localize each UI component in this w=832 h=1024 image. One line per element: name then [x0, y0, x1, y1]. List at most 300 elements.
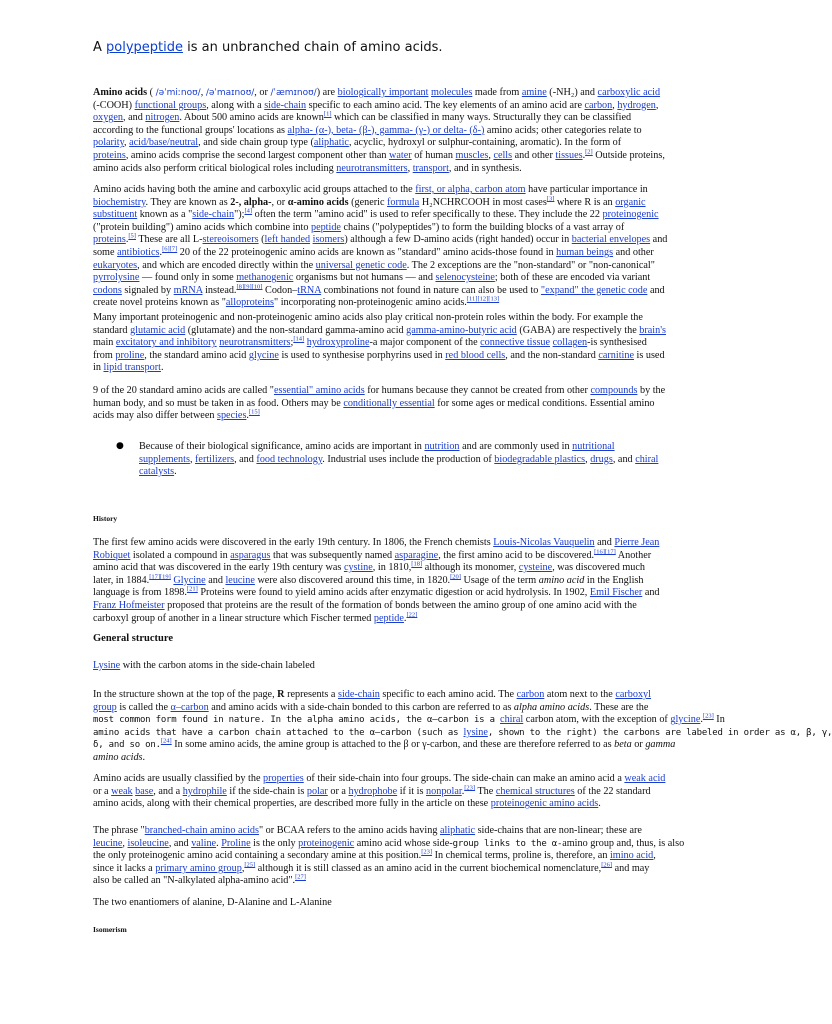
text-run: In some amino acids, the amine group is attached to the β or γ-carbon, and these are therefore referred to as	[171, 739, 615, 751]
title-suffix: is an unbranched chain of amino acids.	[183, 40, 443, 55]
text-run: organisms but not humans — and	[293, 272, 436, 284]
paragraph-uses	[139, 441, 675, 479]
citation-link[interactable]: [24]	[160, 737, 172, 745]
citation-link[interactable]: [3]	[546, 195, 555, 203]
text-run: since it lacks a	[93, 862, 156, 874]
alt-font-run: group links to the α-	[452, 838, 563, 849]
paragraph-history	[93, 537, 675, 625]
article-link[interactable]: Emil Fischer	[589, 587, 643, 599]
text-line	[93, 837, 685, 851]
article-link[interactable]: brain's	[639, 324, 666, 336]
text-run: Many important proteinogenic and non-proteinogenic amino acids also play critical non-protein roles within the body. For example the	[93, 312, 643, 323]
article-link[interactable]: lysine	[463, 726, 488, 738]
text-run: of their side-chain into four groups. The side-chain can make an amino acid a	[303, 773, 625, 784]
text-run: , and side chain group type (	[198, 137, 314, 149]
article-link[interactable]: muscles	[455, 149, 489, 161]
text-run: from	[93, 349, 116, 361]
citation-link[interactable]: [23]	[421, 848, 433, 856]
article-link[interactable]: hydroxyproline	[306, 337, 370, 349]
article-link[interactable]: proteins	[93, 234, 126, 246]
text-run: although its monomer,	[422, 562, 519, 574]
text-run: often the term "amino acid" is used to refer specifically to these. They include the 22	[252, 209, 603, 221]
article-link[interactable]: branched-chain amino acids	[144, 825, 259, 836]
text-run: and other	[512, 149, 556, 161]
article-link[interactable]: Pierre Jean	[614, 537, 660, 548]
text-run: ;	[290, 337, 294, 349]
text-run: of the 22 standard	[574, 785, 651, 797]
text-run: for some ages or medical conditions. Essential amino	[434, 397, 655, 409]
text-run: ,	[407, 162, 413, 174]
polypeptide-link[interactable]: polypeptide	[106, 40, 184, 55]
text-run: that was subsequently named	[270, 549, 395, 561]
article-link[interactable]: bacterial envelopes	[571, 234, 651, 246]
history-heading: History	[93, 514, 118, 523]
article-link[interactable]: proteinogenic	[602, 209, 659, 221]
article-link[interactable]: tissues	[555, 149, 583, 161]
article-link[interactable]: drugs	[590, 453, 613, 465]
article-link[interactable]: lipid transport	[103, 362, 161, 374]
article-link[interactable]: oxygen	[93, 112, 123, 124]
text-line	[93, 712, 725, 727]
text-line	[93, 385, 675, 398]
text-run: and other	[613, 246, 654, 258]
article-link[interactable]: primary amino group	[155, 862, 242, 874]
bold-term: Amino acids	[93, 87, 148, 98]
article-link[interactable]: hydrogen	[617, 99, 656, 111]
citation-link[interactable]: [1]	[323, 110, 332, 118]
article-link[interactable]: carboxylic acid	[597, 87, 661, 98]
text-run: ,	[122, 837, 128, 849]
text-run: which can be classified in many ways. Structurally they can be classified	[331, 112, 632, 124]
article-link[interactable]: mRNA	[173, 284, 203, 296]
text-line	[93, 285, 675, 298]
article-link[interactable]: peptide	[373, 612, 404, 624]
article-link[interactable]: glutamic acid	[130, 324, 186, 336]
text-run: , the standard amino acid	[144, 349, 249, 361]
citation-link[interactable]: [6][7]	[162, 245, 178, 253]
text-run: carbon atom, with the exception of	[523, 714, 671, 726]
article-link[interactable]: substituent	[93, 209, 138, 221]
text-run: " or BCAA refers to the amino acids having	[258, 825, 440, 836]
article-link[interactable]: supplements	[139, 453, 190, 465]
text-run: The first few amino acids were discovered in the early 19th century. In 1806, the French chemists	[93, 537, 494, 548]
title-prefix: A	[93, 40, 107, 55]
text-line	[93, 550, 675, 563]
article-link[interactable]: glycine	[670, 714, 701, 726]
text-run: -a major component of the	[369, 337, 481, 349]
text-run: , was discovered much	[552, 562, 645, 574]
citation-link[interactable]: [2]	[585, 148, 593, 156]
text-run: .	[582, 149, 586, 161]
text-run: main	[93, 337, 116, 349]
article-link[interactable]: human beings	[556, 246, 614, 258]
article-link[interactable]: eukaryotes	[93, 259, 138, 271]
text-run: and are commonly used in	[459, 441, 573, 452]
text-run: Usage of the term	[460, 574, 539, 586]
article-link[interactable]: Glycine	[173, 574, 206, 586]
text-run: carboxyl group of another in a linear structure which Fischer termed	[93, 612, 374, 624]
article-link[interactable]: excitatory and inhibitory	[115, 337, 217, 349]
text-line	[93, 875, 675, 888]
text-run: specific to each amino acid. The	[379, 689, 517, 700]
article-link[interactable]: carnitine	[598, 349, 634, 361]
text-run: chains ("polypeptides") to form the building blocks of a vast array of	[340, 221, 625, 233]
text-run: ) are	[316, 87, 338, 98]
text-line	[93, 410, 675, 423]
text-run: side-chains that are non-linear; these are	[475, 825, 642, 836]
text-run: ,	[612, 99, 618, 111]
alt-font-run: most common form found in nature. In the alpha amino acids, the α–carbon is a	[93, 715, 501, 726]
text-run: (GABA) are respectively the	[516, 324, 640, 336]
article-link[interactable]: molecules	[431, 87, 473, 98]
text-run: proposed that proteins are the result of the formation of bonds between the amino group of one amino acid with the	[164, 599, 637, 611]
text-run: amino acid that was discovered in the early 19th century was	[93, 562, 344, 574]
article-link[interactable]: red blood cells	[445, 349, 506, 361]
text-run: amino acids, along with their chemical properties, are described more fully in the article on these	[93, 798, 491, 810]
paragraph-structure	[93, 689, 832, 765]
article-link[interactable]: selenocysteine	[435, 272, 495, 284]
text-line	[93, 600, 675, 613]
article-link[interactable]: hydrophobe	[348, 785, 398, 797]
text-run: , and	[234, 453, 257, 465]
article-link[interactable]: food technology	[256, 453, 323, 465]
alt-font-run: amino acids that have a carbon chain attached to the α–carbon (such as	[93, 727, 464, 738]
article-link[interactable]: leucine	[225, 574, 255, 586]
text-line	[93, 850, 675, 863]
pronunciation-link[interactable]: /əˈmaɪnoʊ/	[205, 88, 255, 98]
citation-link[interactable]: [25]	[244, 861, 256, 869]
article-link[interactable]: alpha- (α-), beta- (β-), gamma- (γ-) or delta- (δ-)	[287, 124, 485, 136]
article-link[interactable]: formula	[387, 196, 420, 208]
text-run: ,	[655, 99, 659, 111]
text-run: or a	[93, 785, 112, 797]
text-run: , and which are encoded directly within the	[137, 259, 316, 271]
article-link[interactable]: base	[135, 785, 154, 797]
citation-link[interactable]: [14]	[293, 335, 305, 343]
text-run: . They are known as	[145, 196, 231, 208]
article-link[interactable]: α–carbon	[170, 701, 209, 713]
article-link[interactable]: proline	[115, 349, 145, 361]
article-link[interactable]: Proline	[221, 837, 251, 849]
general-structure-heading: General structure	[93, 633, 173, 644]
alt-font-run: δ, and so on.	[93, 740, 161, 751]
article-link[interactable]: catalysts	[139, 466, 175, 478]
text-run: and	[647, 284, 665, 296]
text-run: , and in synthesis.	[448, 162, 522, 174]
pronunciation-link[interactable]: /ˈæmɪnoʊ/	[270, 88, 317, 98]
article-link[interactable]: nonpolar	[426, 785, 462, 797]
article-link[interactable]: methanogenic	[236, 272, 294, 284]
text-run: in	[93, 362, 104, 374]
article-link[interactable]: proteins	[93, 149, 126, 161]
article-link[interactable]: nutritional	[572, 441, 615, 452]
italic-term: amino acid	[538, 574, 585, 586]
alt-font-run: , shown to the right) the carbons are labeled in order as α, β, γ,	[487, 727, 832, 738]
text-run: were also discovered around this time, in 1820.	[254, 574, 451, 586]
article-link[interactable]: Louis-Nicolas Vauquelin	[493, 537, 595, 548]
text-run: , and	[123, 112, 146, 124]
text-run: signaled by	[121, 284, 174, 296]
article-link[interactable]: codons	[93, 284, 122, 296]
article-link[interactable]: isoleucine	[127, 837, 169, 849]
article-link[interactable]: leucine	[93, 837, 123, 849]
article-link[interactable]: left handed	[264, 234, 311, 246]
text-run: " incorporating non-proteinogenic amino acids.	[274, 297, 467, 309]
text-run: Another	[615, 549, 652, 561]
text-run: combinations not found in nature can also be used to	[321, 284, 541, 296]
text-run: is called the	[116, 701, 171, 713]
text-line	[93, 739, 675, 752]
article-link[interactable]: tRNA	[297, 284, 322, 296]
article-link[interactable]: hydrophile	[182, 785, 227, 797]
article-link[interactable]: imino acid	[609, 850, 654, 862]
citation-link[interactable]: [23]	[464, 784, 476, 792]
citation-link[interactable]: [22]	[406, 611, 418, 619]
text-run: create novel proteins known as "	[93, 297, 226, 309]
article-link[interactable]: group	[93, 701, 117, 713]
text-run: made from	[472, 87, 522, 98]
text-run: represents a	[284, 689, 338, 700]
article-link[interactable]: chiral	[635, 453, 659, 465]
text-run: amino acids; other categories relate to	[484, 124, 642, 136]
text-run: , and	[612, 453, 636, 465]
article-link[interactable]: fertilizers	[195, 453, 235, 465]
text-run: if the side-chain is	[226, 785, 307, 797]
text-run: , or	[254, 87, 271, 98]
text-run: standard	[93, 324, 131, 336]
article-link[interactable]: essential" amino acids	[273, 385, 365, 396]
text-run: with the carbon atoms in the side-chain labeled	[120, 660, 315, 671]
text-run: isolated a compound in	[130, 549, 231, 561]
italic-term: gamma	[645, 739, 676, 751]
article-link[interactable]: alloproteins	[225, 297, 274, 309]
text-run: ,	[200, 87, 206, 98]
article-link[interactable]: cysteine	[518, 562, 553, 574]
article-link[interactable]: isomers	[312, 234, 345, 246]
citation-link[interactable]: [8][9][10]	[236, 283, 263, 291]
text-run: ,	[124, 137, 130, 149]
citation-link[interactable]: [15]	[248, 408, 260, 416]
text-run: .	[461, 785, 465, 797]
text-line	[93, 752, 675, 765]
text-line	[139, 454, 675, 467]
text-run: is used	[633, 349, 665, 361]
text-line	[93, 87, 675, 100]
text-line	[93, 562, 675, 575]
article-link[interactable]: weak	[111, 785, 133, 797]
text-run: also be called an "N-alkylated alpha-amino acid".	[93, 875, 296, 887]
text-run: Proteins were found to yield amino acids after enzymatic digestion or acid hydrolysis. In 1902,	[197, 587, 590, 599]
article-link[interactable]: acid/base/neutral	[129, 137, 199, 149]
article-link[interactable]: first, or alpha, carbon atom	[415, 184, 526, 195]
article-link[interactable]: aliphatic	[313, 137, 349, 149]
citation-link[interactable]: [26]	[601, 861, 613, 869]
article-link[interactable]: carboxyl	[615, 689, 651, 700]
text-line	[93, 863, 675, 876]
text-run: by the	[637, 385, 666, 396]
text-line	[93, 398, 675, 411]
article-link[interactable]: proteinogenic	[298, 837, 355, 849]
article-link[interactable]: properties	[263, 773, 304, 784]
text-run: is the only	[250, 837, 299, 849]
article-link[interactable]: water	[389, 149, 412, 161]
article-link[interactable]: peptide	[310, 221, 341, 233]
text-run: (glutamate) and the non-standard gamma-amino acid	[185, 324, 407, 336]
text-run: H₂NCHRCOOH in most cases	[419, 196, 547, 208]
text-line	[93, 272, 675, 285]
article-link[interactable]: valine	[191, 837, 217, 849]
text-run: .	[174, 466, 177, 478]
article-link[interactable]: neurotransmitters	[336, 162, 408, 174]
text-line	[93, 660, 675, 673]
article-link[interactable]: side-chain	[192, 209, 235, 221]
bold-term: 2-, alpha-	[230, 196, 272, 208]
article-link[interactable]: connective tissue	[480, 337, 551, 349]
text-run: and	[594, 537, 615, 548]
citation-link[interactable]: [20]	[450, 573, 461, 581]
citation-link[interactable]: [4]	[244, 207, 253, 215]
text-line	[93, 234, 675, 247]
text-line	[93, 222, 675, 235]
text-line	[139, 466, 675, 479]
article-link[interactable]: pyrrolysine	[93, 272, 140, 284]
paragraph-non-protein-roles	[93, 312, 675, 375]
paragraph-lysine-caption	[93, 660, 675, 673]
text-line	[93, 125, 675, 138]
article-link[interactable]: species	[217, 410, 247, 422]
text-run: , the first amino acid to be discovered.	[438, 549, 595, 561]
text-run: .	[142, 751, 146, 763]
article-link[interactable]: "expand" the genetic code	[540, 284, 648, 296]
isomerism-heading: Isomerism	[93, 925, 127, 934]
text-run: instead.	[202, 284, 237, 296]
citation-link[interactable]: [17][19]	[149, 573, 171, 581]
article-link[interactable]: proteinogenic amino acids	[490, 798, 599, 810]
article-link[interactable]: weak acid	[624, 773, 666, 784]
citation-link[interactable]: [16][17]	[594, 548, 616, 556]
italic-term: amino acids	[93, 751, 143, 763]
article-link[interactable]: stereoisomers	[202, 234, 259, 246]
text-line	[93, 312, 675, 325]
article-link[interactable]: Robiquet	[93, 549, 131, 561]
paragraph-intro	[93, 87, 675, 175]
text-line	[93, 163, 675, 176]
article-link[interactable]: universal genetic code	[315, 259, 407, 271]
article-link[interactable]: polarity	[93, 137, 125, 149]
article-link[interactable]: nutrition	[424, 441, 460, 452]
article-link[interactable]: compounds	[590, 385, 638, 396]
article-link[interactable]: gamma-amino-butyric acid	[406, 324, 517, 336]
text-line	[93, 209, 675, 222]
citation-link[interactable]: [11][12][13]	[466, 295, 500, 303]
article-link[interactable]: glycine	[248, 349, 279, 361]
text-run: .	[159, 246, 163, 258]
paragraph-classification	[93, 773, 675, 811]
text-run: , and a	[153, 785, 183, 797]
text-run: , along with a	[206, 99, 265, 111]
article-link[interactable]: aliphatic	[439, 825, 476, 836]
article-link[interactable]: asparagine	[394, 549, 439, 561]
citation-link[interactable]: [23]	[702, 712, 714, 720]
citation-link[interactable]: [5]	[128, 232, 136, 240]
text-run: , acyclic, hydroxyl or sulphur-containing, aromatic). In the form of	[348, 137, 622, 149]
article-link[interactable]: conditionally essential	[343, 397, 435, 409]
pronunciation-link[interactable]: /əˈmiːnoʊ/	[155, 88, 201, 98]
article-link[interactable]: cystine	[343, 562, 373, 574]
article-link[interactable]: side-chain	[264, 99, 307, 111]
text-line	[139, 441, 675, 454]
article-link[interactable]: biochemistry	[93, 196, 146, 208]
citation-link[interactable]: [21]	[186, 585, 198, 593]
text-run: , in 1810,	[372, 562, 412, 574]
text-run: ) although a few D-amino acids (right handed) occur in	[344, 234, 572, 246]
text-line	[93, 575, 675, 588]
article-link[interactable]: organic	[615, 196, 646, 208]
text-run: Codon–	[262, 284, 298, 296]
text-run: . About 500 amino acids are known	[179, 112, 324, 124]
text-run: ,	[241, 862, 245, 874]
text-run: (-NH₂) and	[546, 87, 598, 98]
text-run: or a	[327, 785, 349, 797]
article-link[interactable]: functional groups	[134, 99, 207, 111]
article-link[interactable]: carbon	[516, 689, 545, 700]
paragraph-alanine-caption	[93, 897, 675, 910]
article-link[interactable]: transport	[412, 162, 449, 174]
text-run: of human	[411, 149, 456, 161]
article-link[interactable]: neurotransmitters	[219, 337, 291, 349]
text-line	[93, 325, 675, 338]
text-run: amino group and, thus, is also	[562, 837, 685, 849]
article-link[interactable]: asparagus	[230, 549, 271, 561]
text-run: (-COOH)	[93, 99, 135, 111]
text-line	[93, 825, 675, 838]
article-link[interactable]: Lysine	[93, 660, 121, 671]
article-link[interactable]: collagen	[552, 337, 588, 349]
article-link[interactable]: nitrogen	[145, 112, 180, 124]
text-run: in the English	[584, 574, 644, 586]
bullet-marker: ●	[116, 441, 124, 451]
text-line	[93, 150, 675, 163]
article-link[interactable]: chemical structures	[495, 785, 575, 797]
article-link[interactable]: Franz Hofmeister	[93, 599, 165, 611]
article-link[interactable]: biodegradable plastics	[494, 453, 586, 465]
text-run: . These are the	[589, 701, 649, 713]
article-link[interactable]: biologically important	[337, 87, 429, 98]
text-run: .	[160, 362, 164, 374]
article-link[interactable]: polar	[306, 785, 328, 797]
text-run: and may	[612, 862, 650, 874]
text-line	[93, 798, 675, 811]
text-run: (	[147, 87, 156, 98]
text-run: 20 of the 22 proteinogenic amino acids are known as "standard" amino acids-those found in	[177, 246, 557, 258]
article-link[interactable]: chiral	[500, 714, 524, 726]
text-line	[93, 297, 675, 310]
text-run: , and the non-standard	[505, 349, 599, 361]
text-run: .	[598, 798, 601, 810]
citation-link[interactable]: [18]	[411, 560, 423, 568]
text-line	[93, 184, 675, 197]
article-link[interactable]: side-chain	[338, 689, 380, 700]
article-link[interactable]: cells	[493, 149, 513, 161]
text-run: Because of their biological significance, amino acids are important in	[139, 441, 425, 452]
article-link[interactable]: antibiotics	[117, 246, 160, 258]
text-run: .	[125, 234, 129, 246]
citation-link[interactable]: [27]	[295, 873, 306, 881]
italic-term: beta	[614, 739, 632, 751]
article-link[interactable]: carbon	[584, 99, 613, 111]
article-link[interactable]: amine	[521, 87, 547, 98]
text-run: although it is still classed as an amino acid in the current biochemical nomenclature,	[255, 862, 602, 874]
